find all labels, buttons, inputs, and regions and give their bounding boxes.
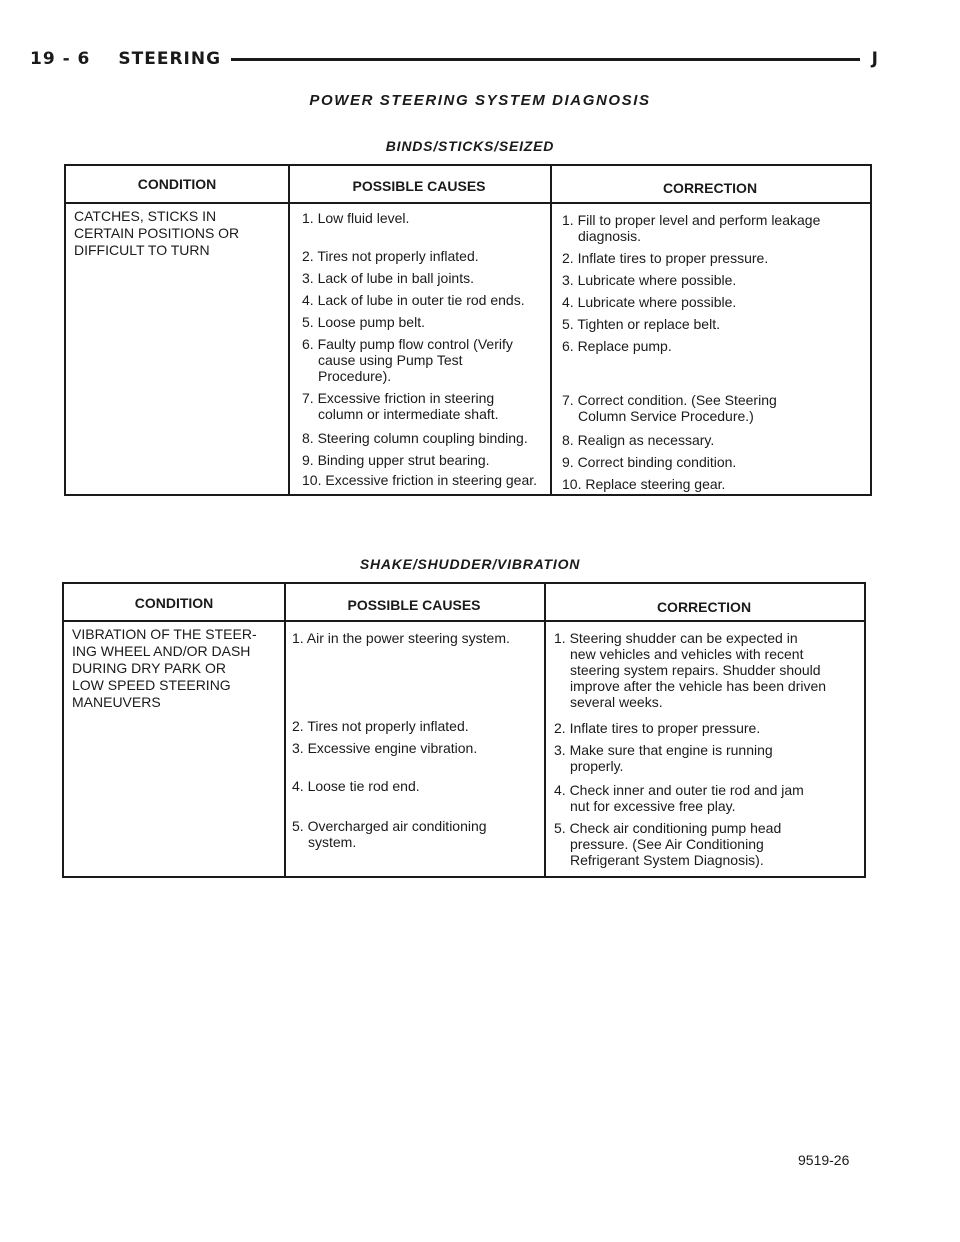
item-line: 1. Steering shudder can be expected in: [554, 630, 798, 646]
item-line: 9. Correct binding condition.: [562, 454, 737, 470]
cause-item: [292, 778, 420, 794]
item-line: 7. Excessive friction in steering: [302, 390, 495, 406]
column-header-causes: POSSIBLE CAUSES: [347, 597, 481, 613]
item-continuation-line: pressure. (See Air Conditioning: [570, 836, 764, 852]
item-continuation-line: properly.: [570, 758, 624, 774]
cause-item: [302, 210, 409, 226]
item-continuation-line: system.: [308, 834, 357, 850]
item-line: 3. Lubricate where possible.: [562, 272, 737, 288]
item-continuation-line: Column Service Procedure.): [578, 408, 754, 424]
correction-item: [554, 720, 760, 736]
figure-code: 9519-26: [798, 1152, 850, 1168]
header-rule: [231, 58, 860, 61]
item-line: 8. Realign as necessary.: [562, 432, 715, 448]
item-continuation-line: Procedure).: [318, 368, 392, 384]
header-letter: J: [871, 49, 878, 69]
correction-item: [554, 630, 826, 710]
correction-item: [562, 338, 672, 354]
item-line: 9. Binding upper strut bearing.: [302, 452, 490, 468]
item-continuation-line: several weeks.: [570, 694, 663, 710]
item-continuation-line: Refrigerant System Diagnosis).: [570, 852, 764, 868]
cause-item: [292, 630, 510, 646]
item-continuation-line: cause using Pump Test: [318, 352, 463, 368]
item-line: 10. Replace steering gear.: [562, 476, 726, 492]
item-line: 6. Replace pump.: [562, 338, 672, 354]
cause-item: [302, 292, 525, 308]
item-line: 8. Steering column coupling binding.: [302, 430, 528, 446]
column-divider: [544, 584, 546, 876]
item-continuation-line: nut for excessive free play.: [570, 798, 736, 814]
item-continuation-line: diagnosis.: [578, 228, 642, 244]
correction-item: [562, 454, 736, 470]
item-line: 1. Low fluid level.: [302, 210, 410, 226]
item-line: 4. Lack of lube in outer tie rod ends.: [302, 292, 525, 308]
item-line: 3. Lack of lube in ball joints.: [302, 270, 474, 286]
cause-item: [292, 718, 469, 734]
cause-item: [302, 452, 490, 468]
condition-cell: CATCHES, STICKS IN CERTAIN POSITIONS OR DIFFICULT TO TURN: [74, 208, 240, 258]
condition-cell: VIBRATION OF THE STEER- ING WHEEL AND/OR DASH DURING DRY PARK OR LOW SPEED STEERING MANEUVERS: [72, 626, 257, 710]
column-header-causes: POSSIBLE CAUSES: [352, 178, 486, 194]
correction-item: [562, 316, 720, 332]
item-line: 5. Check air conditioning pump head: [554, 820, 782, 836]
item-continuation-line: improve after the vehicle has been driven: [570, 678, 827, 694]
table-subtitle-shake: SHAKE/SHUDDER/VIBRATION: [359, 556, 581, 572]
item-line: 2. Tires not properly inflated.: [292, 718, 469, 734]
column-divider: [284, 584, 286, 876]
item-line: 2. Inflate tires to proper pressure.: [562, 250, 769, 266]
column-header-condition: CONDITION: [137, 176, 217, 192]
item-line: 5. Loose pump belt.: [302, 314, 425, 330]
cause-item: [302, 248, 479, 264]
header-divider: [64, 620, 864, 622]
item-continuation-line: column or intermediate shaft.: [318, 406, 499, 422]
document-title: POWER STEERING SYSTEM DIAGNOSIS: [309, 92, 651, 109]
cause-item: [302, 314, 425, 330]
column-header-correction: CORRECTION: [656, 599, 752, 615]
item-line: 6. Faulty pump flow control (Verify: [302, 336, 513, 352]
item-line: 7. Correct condition. (See Steering: [562, 392, 777, 408]
item-line: 4. Check inner and outer tie rod and jam: [554, 782, 804, 798]
item-line: 1. Fill to proper level and perform leakage: [562, 212, 821, 228]
header-divider: [66, 202, 870, 204]
section-name: STEERING: [118, 49, 222, 69]
column-divider: [550, 166, 552, 494]
correction-item: [562, 392, 777, 424]
diagnosis-table-binds: [64, 164, 872, 496]
item-continuation-line: new vehicles and vehicles with recent: [570, 646, 804, 662]
correction-item: [562, 272, 736, 288]
cause-item: [292, 818, 487, 850]
item-continuation-line: steering system repairs. Shudder should: [570, 662, 821, 678]
cause-item: [302, 336, 513, 384]
cause-item: [302, 430, 528, 446]
page-number: 19 - 6: [30, 49, 91, 69]
column-header-correction: CORRECTION: [662, 180, 758, 196]
item-line: 2. Tires not properly inflated.: [302, 248, 479, 264]
table-subtitle-binds: BINDS/STICKS/SEIZED: [385, 138, 555, 154]
page-header: [30, 46, 878, 72]
correction-item: [554, 742, 773, 774]
cause-item: [302, 472, 537, 488]
correction-item: [562, 212, 820, 244]
correction-item: [562, 250, 768, 266]
item-line: 4. Lubricate where possible.: [562, 294, 737, 310]
item-line: 1. Air in the power steering system.: [292, 630, 510, 646]
item-line: 4. Loose tie rod end.: [292, 778, 420, 794]
item-line: 2. Inflate tires to proper pressure.: [554, 720, 761, 736]
cause-item: [302, 270, 474, 286]
column-header-condition: CONDITION: [134, 595, 214, 611]
item-line: 5. Tighten or replace belt.: [562, 316, 720, 332]
correction-item: [562, 432, 714, 448]
cause-item: [292, 740, 477, 756]
correction-item: [554, 782, 804, 814]
item-line: 10. Excessive friction in steering gear.: [302, 472, 538, 488]
correction-item: [554, 820, 781, 868]
correction-item: [562, 476, 725, 492]
diagnosis-table-shake: [62, 582, 866, 878]
item-line: 3. Make sure that engine is running: [554, 742, 773, 758]
item-line: 3. Excessive engine vibration.: [292, 740, 478, 756]
cause-item: [302, 390, 499, 422]
item-line: 5. Overcharged air conditioning: [292, 818, 487, 834]
correction-item: [562, 294, 736, 310]
column-divider: [288, 166, 290, 494]
